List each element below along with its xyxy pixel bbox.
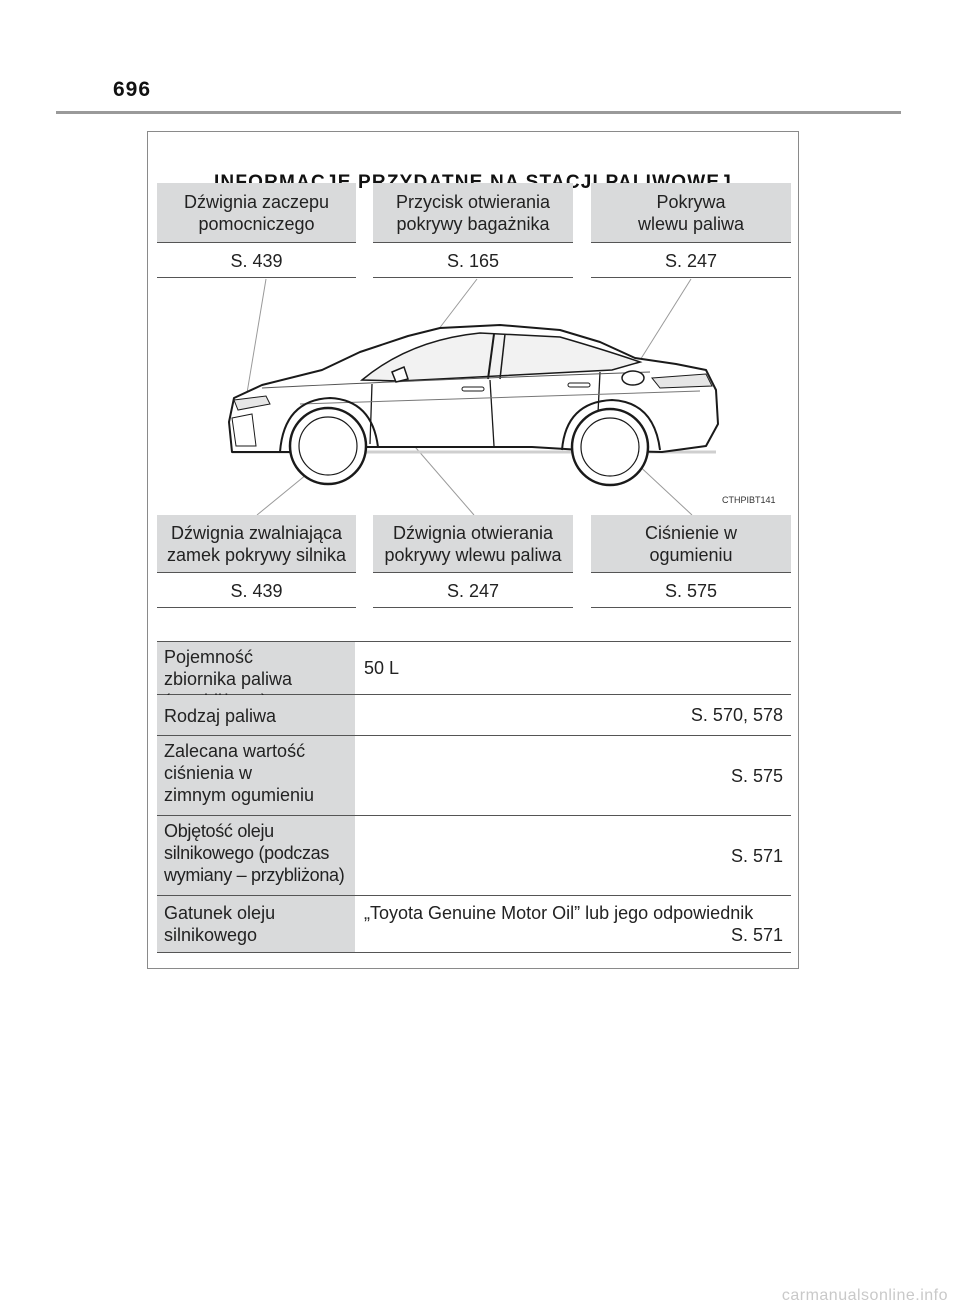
watermark: carmanualsonline.info (781, 1287, 948, 1304)
divider (157, 607, 356, 608)
row-label-cold-tire-pressure: Zalecana wartość ciśnienia w zimnym ogumieniu (157, 736, 355, 815)
row-label-fuel-tank-capacity: Pojemność zbiornika paliwa (157, 642, 355, 694)
label-tire-pressure-text: Ciśnienie w ogumieniu (644, 522, 738, 565)
label-auxiliary-catch-lever-text: Dźwignia zaczepu pomocniczego (183, 191, 330, 234)
row-label-fuel-type: Rodzaj paliwa (157, 695, 355, 735)
table-row (157, 736, 791, 816)
label-fuel-door-opener-lever-text: Dźwignia otwierania pokrywy wlewu paliwa (384, 522, 562, 565)
fuel-tank-capacity-value: 50 L (364, 658, 400, 678)
page-ref-trunk-opener-button[interactable]: S. 165 (446, 251, 500, 271)
row-value-fuel-tank-capacity (355, 642, 791, 694)
table-row (157, 896, 791, 953)
cold-tire-pressure-page-ref[interactable]: S. 575 (730, 765, 783, 786)
page-ref-fuel-door-opener-lever[interactable]: S. 247 (446, 581, 500, 601)
table-row (157, 816, 791, 896)
table-row (157, 642, 791, 695)
label-hood-lock-release-lever (157, 515, 356, 572)
fuel-type-page-ref[interactable]: S. 570, 578 (690, 705, 783, 725)
label-trunk-opener-button-text: Przycisk otwierania pokrywy bagażnika (395, 191, 551, 234)
engine-oil-grade-page-ref[interactable]: S. 571 (730, 925, 783, 945)
page-number: 696 (113, 78, 152, 101)
label-fuel-filler-door-text: Pokrywa wlewu paliwa (637, 191, 745, 234)
page-ref-tire-pressure[interactable]: S. 575 (664, 581, 718, 601)
divider (373, 607, 573, 608)
label-hood-lock-release-lever-text: Dźwignia zwalniająca zamek pokrywy silnika (166, 522, 347, 565)
page-ref-hood-lock-release-lever[interactable]: S. 439 (230, 581, 283, 601)
divider (591, 607, 791, 608)
engine-oil-capacity-page-ref[interactable]: S. 571 (730, 845, 783, 866)
illustration-code: CTHPIBT141 (722, 495, 776, 505)
table-row (157, 695, 791, 736)
row-label-engine-oil-grade: Gatunek oleju silnikowego (157, 896, 355, 952)
label-tire-pressure (591, 515, 791, 572)
row-value-engine-oil-grade (355, 896, 791, 952)
engine-oil-grade-text: „Toyota Genuine Motor Oil” lub jego odpowiednik (364, 903, 754, 923)
page-ref-auxiliary-catch-lever[interactable]: S. 439 (230, 251, 283, 271)
page-ref-fuel-filler-door[interactable]: S. 247 (664, 251, 718, 271)
row-value-engine-oil-capacity (355, 816, 791, 895)
row-label-engine-oil-capacity: Objętość oleju silnikowego (podczas wymiany – przybliżona) (157, 816, 355, 895)
divider (591, 572, 791, 573)
divider (373, 572, 573, 573)
row-value-fuel-type (355, 695, 791, 735)
divider (157, 572, 356, 573)
label-fuel-door-opener-lever (373, 515, 573, 572)
row-value-cold-tire-pressure (355, 736, 791, 815)
